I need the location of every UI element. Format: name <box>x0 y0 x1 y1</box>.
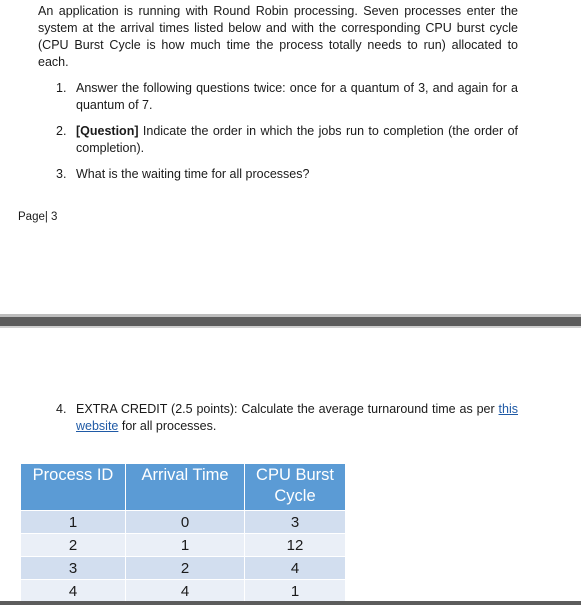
cell-cpu-burst: 12 <box>245 534 346 557</box>
extra-credit-question <box>56 401 518 444</box>
intro-paragraph: An application is running with Round Robin processing. Seven processes enter the system at the arrival times listed below and with the corresponding CPU burst cycle (CPU Burst Cycle is how much time the process totally needs to run) allocated to each. <box>38 4 518 69</box>
cell-process-id: 3 <box>21 557 126 580</box>
cell-process-id: 2 <box>21 534 126 557</box>
question-number: 2. <box>56 124 67 138</box>
question-item-1 <box>56 80 518 114</box>
cell-arrival-time: 1 <box>126 534 245 557</box>
cell-process-id: 1 <box>21 511 126 534</box>
table-header-row <box>21 464 345 511</box>
question-list <box>56 80 518 192</box>
question-number: 1. <box>56 81 67 95</box>
question-text-wrapper <box>76 123 518 157</box>
question-text: What is the waiting time for all processes? <box>76 167 310 181</box>
extra-credit-text-end: for all processes. <box>118 419 217 433</box>
question-text: Answer the following questions twice: once for a quantum of 3, and again for a quantum of 7. <box>76 81 518 112</box>
cell-cpu-burst: 1 <box>245 580 346 603</box>
column-header-cpu-burst: CPU Burst Cycle <box>245 464 346 511</box>
question-item-2 <box>56 123 518 157</box>
page-break-shadow <box>0 326 581 328</box>
question-number: 3. <box>56 167 67 181</box>
cell-process-id: 4 <box>21 580 126 603</box>
question-bold-label: [Question] <box>76 124 139 138</box>
question-text: Indicate the order in which the jobs run to completion (the order of completion). <box>76 124 518 155</box>
table-row <box>21 580 345 603</box>
table-row <box>21 534 345 557</box>
page-number-label: Page| 3 <box>18 211 58 223</box>
column-header-arrival-time: Arrival Time <box>126 464 245 511</box>
question-item-3 <box>56 166 518 183</box>
cell-cpu-burst: 4 <box>245 557 346 580</box>
table-row <box>21 557 345 580</box>
website-link[interactable]: this website <box>76 402 518 433</box>
cell-arrival-time: 2 <box>126 557 245 580</box>
page-break-divider <box>0 317 581 326</box>
question-number: 4. <box>56 402 67 416</box>
cell-arrival-time: 0 <box>126 511 245 534</box>
page-bottom-edge <box>0 601 581 605</box>
process-table <box>21 464 345 602</box>
question-item-4 <box>56 401 518 435</box>
column-header-process-id: Process ID <box>21 464 126 511</box>
cell-cpu-burst: 3 <box>245 511 346 534</box>
extra-credit-text: EXTRA CREDIT (2.5 points): Calculate the average turnaround time as per <box>76 402 499 416</box>
cell-arrival-time: 4 <box>126 580 245 603</box>
question-text-wrapper <box>76 401 518 435</box>
table-row <box>21 511 345 534</box>
